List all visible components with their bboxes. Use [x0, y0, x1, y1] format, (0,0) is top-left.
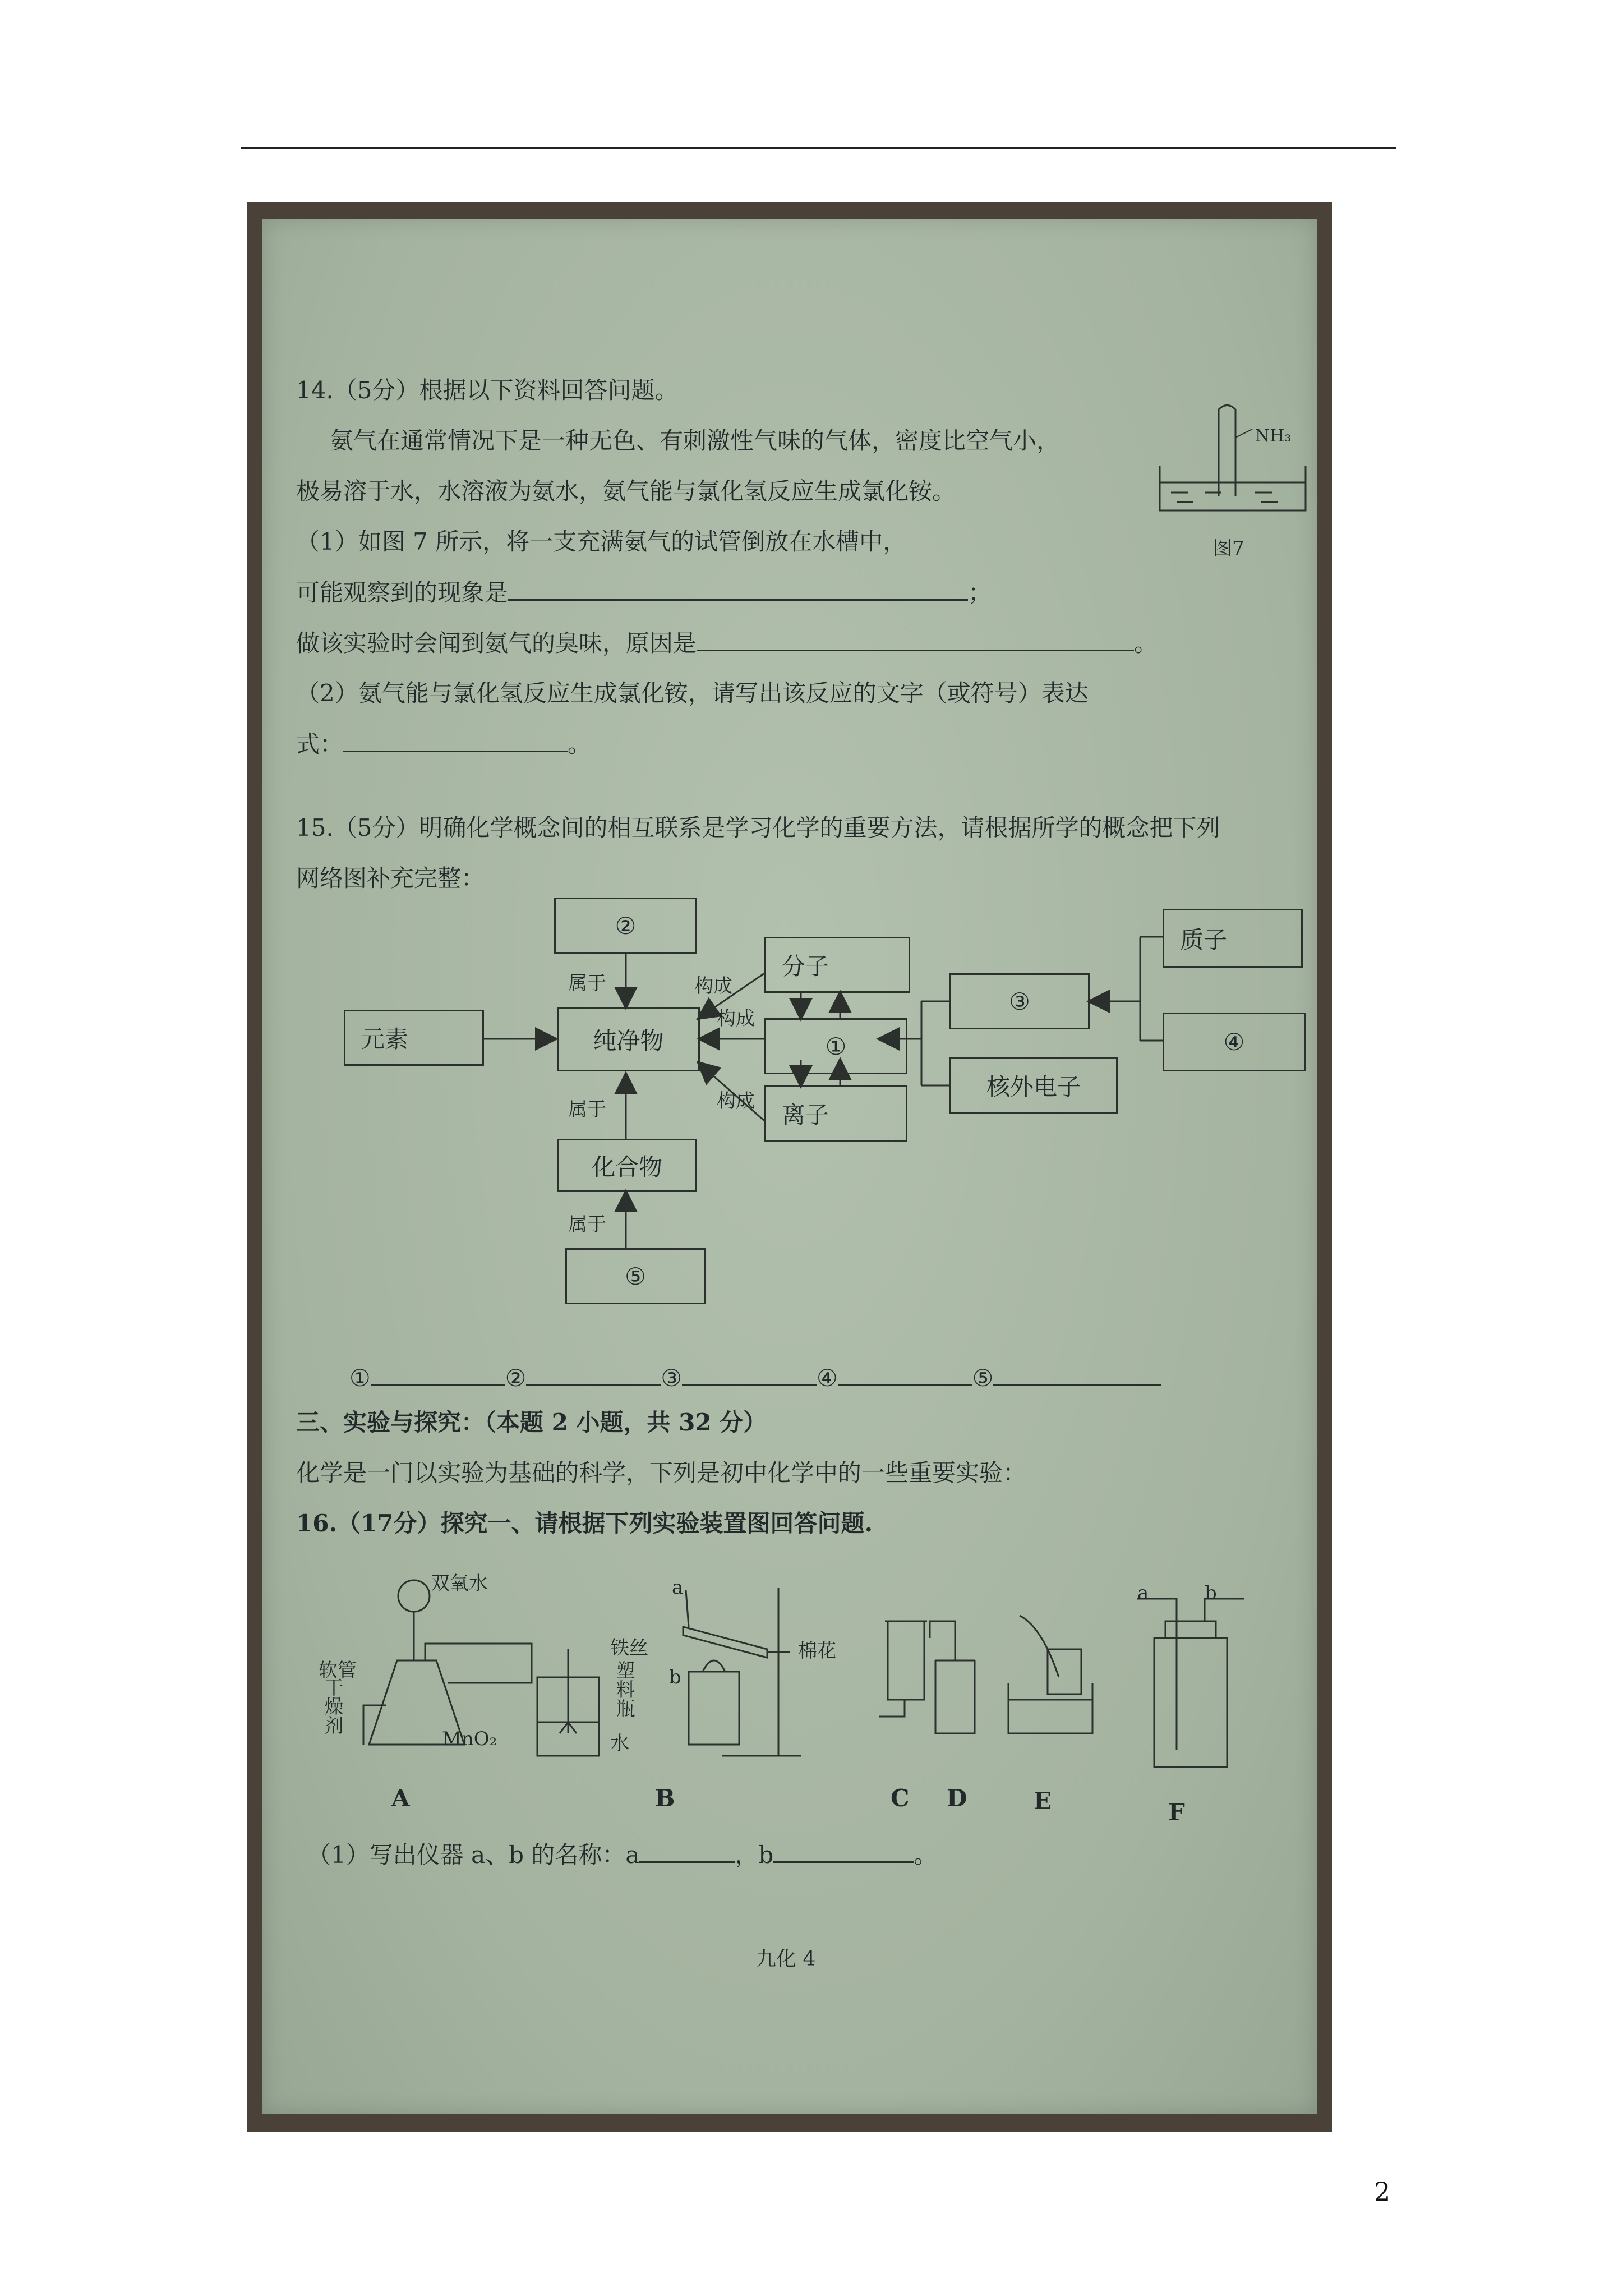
caption-D: D: [947, 1784, 967, 1812]
q16-title: 16.（17分）探究一、请根据下列实验装置图回答问题.: [296, 1510, 873, 1537]
q15-answer-line: ① ② ③ ④ ⑤: [349, 1363, 1161, 1393]
node-compound: 化合物: [557, 1139, 697, 1192]
label-iron-wire: 铁丝: [610, 1637, 648, 1659]
node-ion: 离子: [764, 1085, 907, 1142]
caption-B: B: [655, 1784, 675, 1812]
label-plastic-bottle: 塑料瓶: [612, 1660, 635, 1718]
edge-label-belongs-bottom: 属于: [568, 1213, 606, 1236]
caption-A: A: [391, 1784, 410, 1812]
edge-label-belongs-top: 属于: [568, 972, 606, 995]
caption-F: F: [1168, 1798, 1185, 1826]
label-water: 水: [610, 1732, 629, 1755]
q16-q1: （1）写出仪器 a、b 的名称：a ，b 。: [307, 1841, 938, 1869]
q14-para1: 氨气在通常情况下是一种无色、有刺激性气味的气体，密度比空气小，: [330, 427, 1061, 454]
answer-blank-4[interactable]: [838, 1363, 972, 1386]
label-h2o2: 双氧水: [431, 1572, 488, 1595]
q14-q1-line3: 做该实验时会闻到氨气的臭味，原因是 。: [296, 629, 1158, 657]
exam-photo: [247, 202, 1332, 2132]
figure7-caption: 图7: [1213, 537, 1244, 560]
q14-para2: 极易溶于水，水溶液为氨水，氨气能与氯化氢反应生成氯化铵。: [296, 477, 956, 505]
node-pure-substance: 纯净物: [557, 1007, 700, 1071]
node-molecule: 分子: [764, 937, 910, 993]
answer-blank-a[interactable]: [639, 1840, 735, 1863]
node-electron: 核外电子: [949, 1057, 1118, 1114]
page-number: 2: [1374, 2177, 1391, 2207]
header-rule: [241, 147, 1396, 149]
q14-q2-line1: （2）氨气能与氯化氢反应生成氯化铵，请写出该反应的文字（或符号）表达: [296, 679, 1089, 707]
q14-q1-line1: （1）如图 7 所示，将一支充满氨气的试管倒放在水槽中，: [296, 528, 907, 555]
edge-label-belongs-mid: 属于: [568, 1098, 606, 1121]
caption-E: E: [1034, 1787, 1052, 1815]
label-cotton: 棉花: [798, 1640, 836, 1662]
label-b: b: [669, 1666, 681, 1688]
exam-sheet: [262, 219, 1317, 2114]
answer-blank-5[interactable]: [993, 1363, 1161, 1386]
answer-blank-3[interactable]: [682, 1363, 817, 1386]
node-4: ④: [1163, 1013, 1306, 1071]
q14-q1-line2: 可能观察到的现象是 ；: [296, 579, 992, 606]
node-5: ⑤: [565, 1248, 706, 1304]
concept-map-arrows: [262, 219, 1317, 1341]
node-proton: 质子: [1163, 909, 1303, 968]
answer-blank-2[interactable]: [526, 1363, 661, 1386]
label-desiccant: 干燥剂: [321, 1677, 343, 1734]
edge-label-compose-1: 构成: [694, 975, 732, 997]
edge-label-compose-3: 构成: [717, 1090, 755, 1112]
label-a: a: [672, 1576, 684, 1599]
q14-q2-line2: 式： 。: [296, 730, 592, 758]
edge-label-compose-2: 构成: [717, 1007, 755, 1030]
node-2: ②: [554, 898, 697, 954]
figure7-gas-label: NH₃: [1255, 426, 1292, 446]
label-f-b: b: [1205, 1582, 1217, 1604]
answer-blank-b[interactable]: [773, 1840, 914, 1863]
label-soft-tube: 软管: [319, 1659, 357, 1682]
section3-intro: 化学是一门以实验为基础的科学，下列是初中化学中的一些重要实验：: [296, 1459, 1027, 1487]
page-footer: 九化 4: [756, 1948, 816, 1971]
node-3: ③: [949, 973, 1090, 1029]
q15-title-line2: 网络图补充完整：: [296, 864, 485, 892]
answer-blank-1[interactable]: [371, 1363, 505, 1386]
node-1: ①: [764, 1018, 907, 1074]
label-mno2: MnO₂: [442, 1728, 497, 1750]
section3-title: 三、实验与探究：（本题 2 小题，共 32 分）: [296, 1409, 767, 1436]
q15-title-line1: 15.（5分）明确化学概念间的相互联系是学习化学的重要方法，请根据所学的概念把下列: [296, 814, 1220, 841]
label-f-a: a: [1137, 1582, 1149, 1604]
node-element: 元素: [344, 1010, 484, 1066]
caption-C: C: [891, 1784, 910, 1812]
q14-title: 14.（5分）根据以下资料回答问题。: [296, 376, 679, 404]
